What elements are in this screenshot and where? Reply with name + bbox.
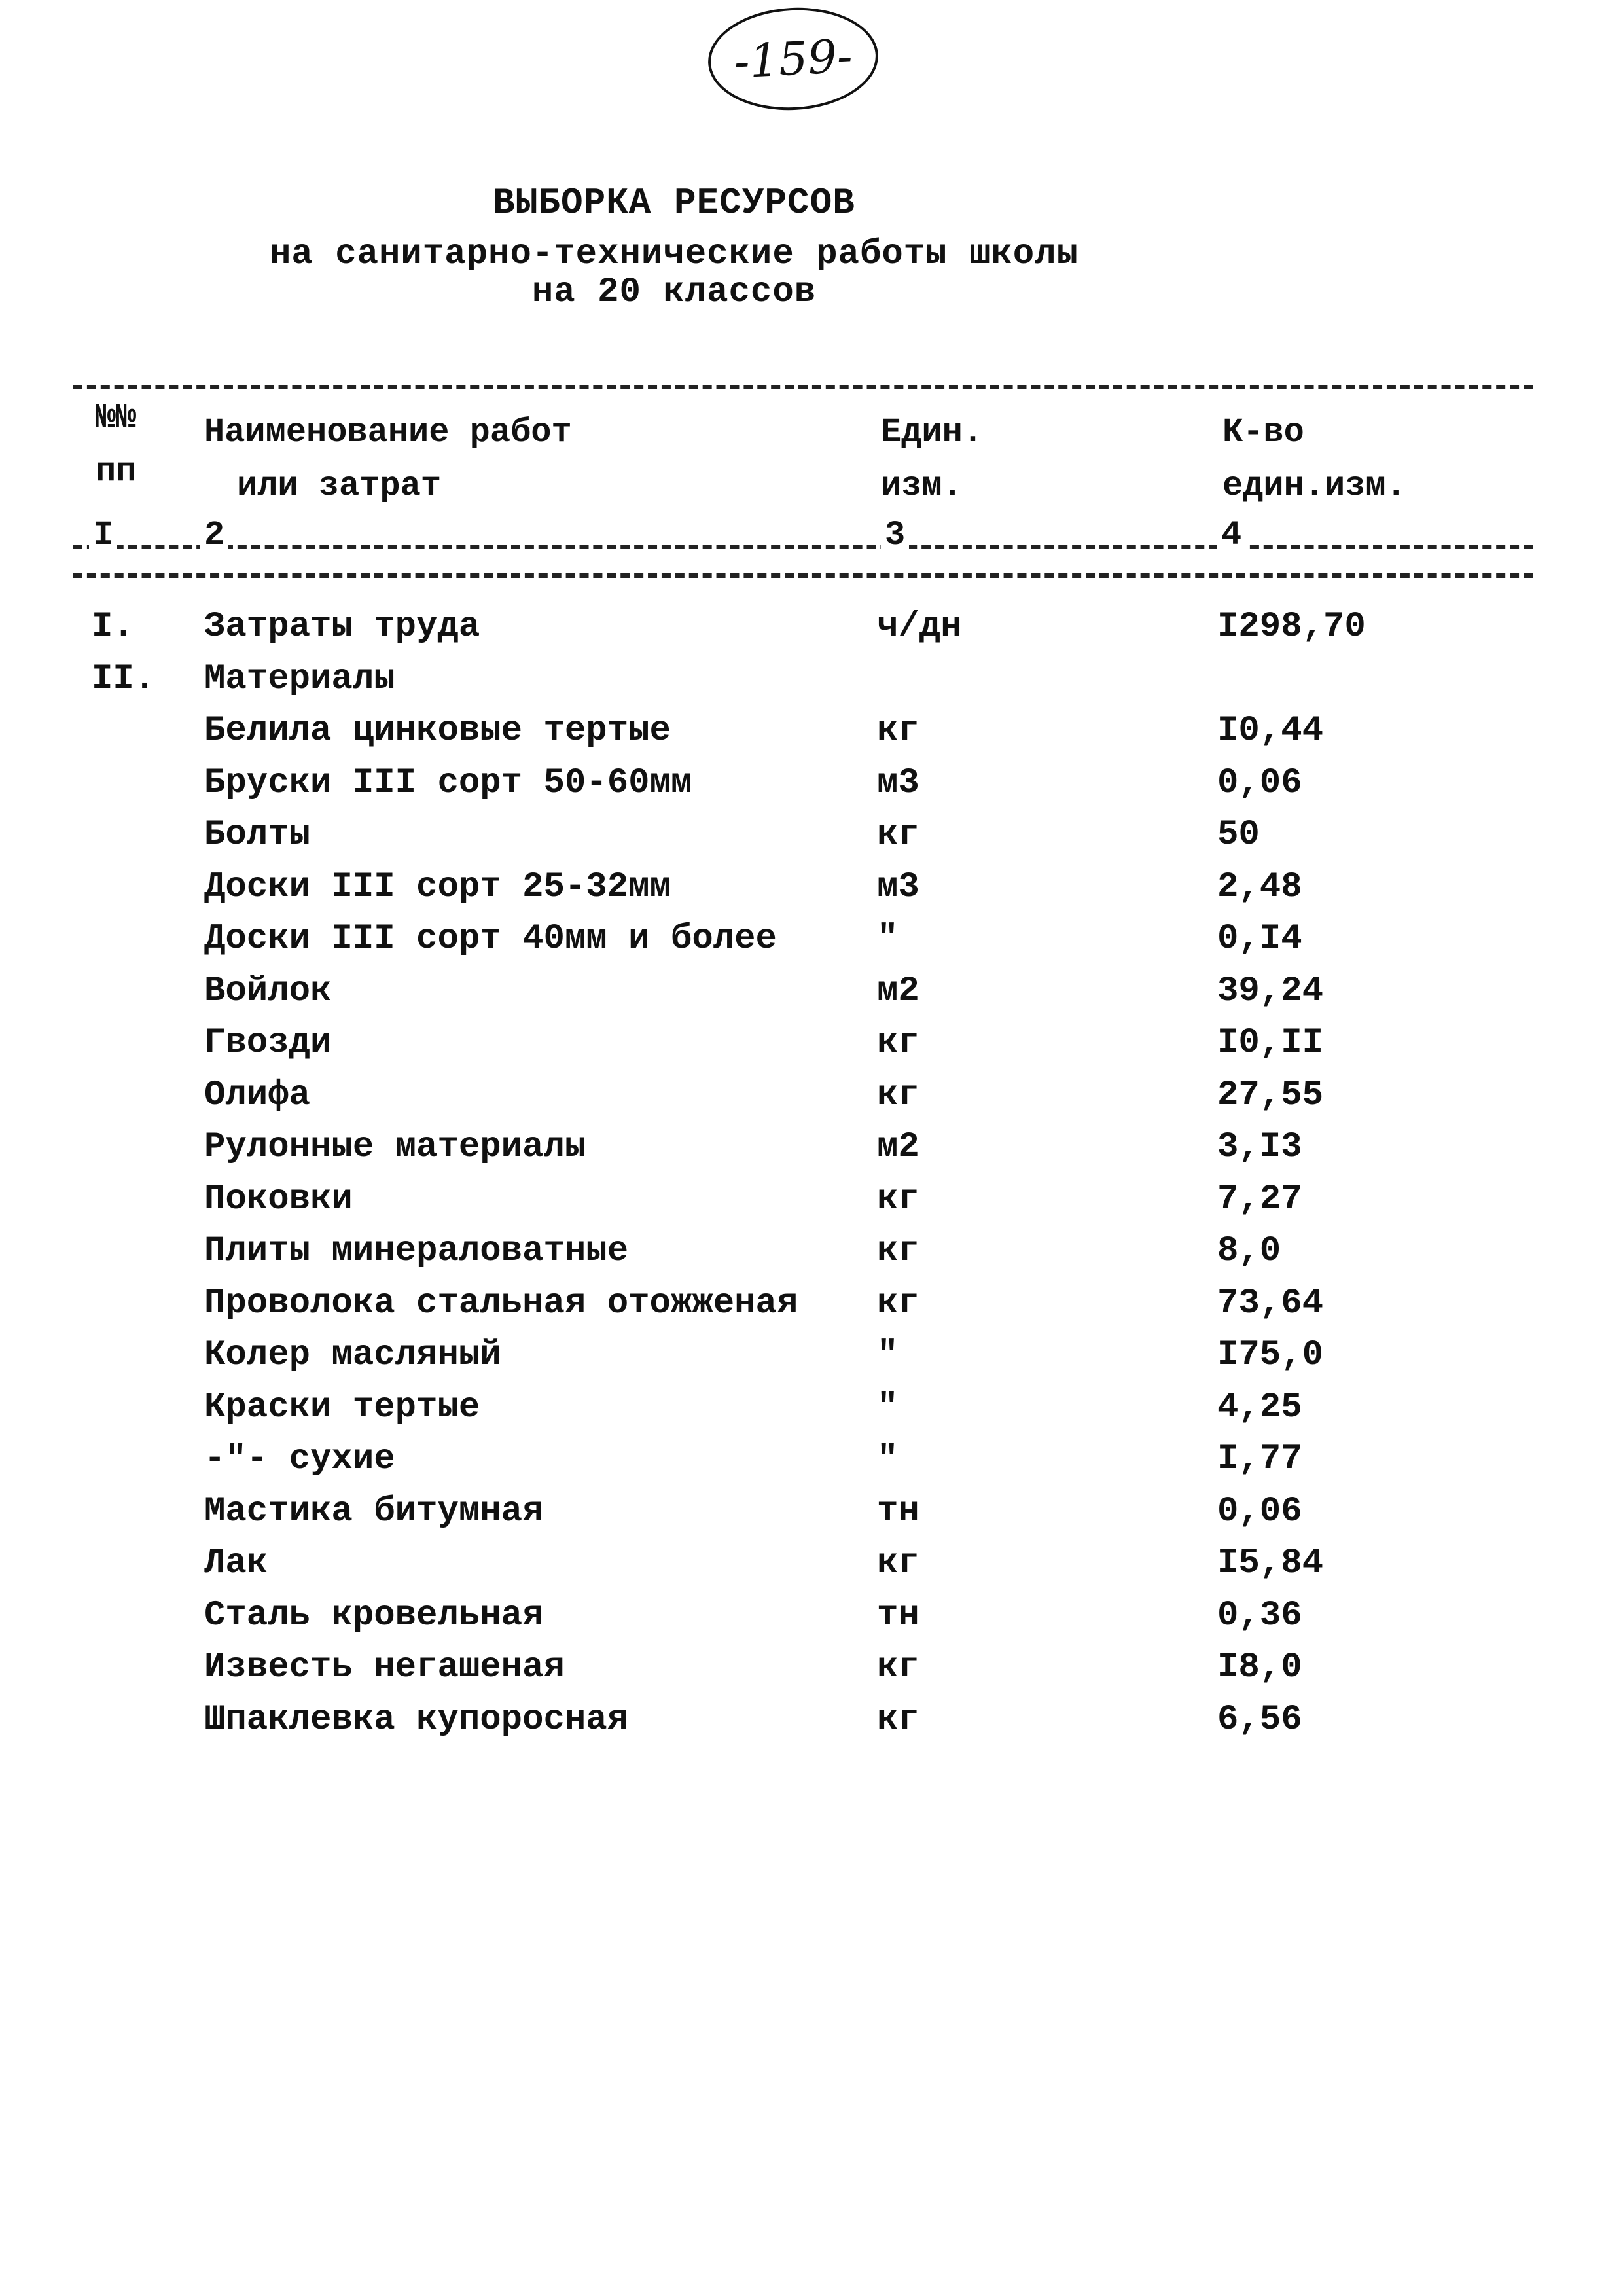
table-row	[0, 1433, 1623, 1486]
row-number: I.	[92, 607, 134, 647]
row-quantity: I0,II	[1217, 1023, 1324, 1063]
row-unit: кг	[877, 711, 919, 751]
row-name: -"- сухие	[204, 1439, 395, 1479]
header-name-line1: Наименование работ	[204, 413, 572, 452]
row-unit: "	[877, 1388, 899, 1427]
table-row	[0, 1069, 1623, 1122]
row-quantity: 27,55	[1217, 1075, 1324, 1115]
table-row	[0, 913, 1623, 965]
header-num-line2: пп	[96, 452, 137, 491]
row-name: Олифа	[204, 1075, 311, 1115]
row-quantity: 6,56	[1217, 1700, 1302, 1740]
table-row	[0, 1278, 1623, 1330]
row-unit: кг	[877, 1647, 919, 1687]
row-name: Белила цинковые тертые	[204, 711, 671, 751]
row-name: Колер масляный	[204, 1335, 501, 1375]
row-name: Затраты труда	[204, 607, 480, 647]
row-unit: ч/дн	[877, 607, 962, 647]
row-quantity: 39,24	[1217, 971, 1324, 1011]
row-unit: тн	[877, 1492, 919, 1532]
table-row	[0, 1537, 1623, 1590]
table-row	[0, 1486, 1623, 1538]
column-number-4: 4	[1217, 516, 1245, 554]
row-name: Материалы	[204, 659, 395, 699]
row-name: Доски III сорт 40мм и более	[204, 919, 777, 959]
column-number-3: 3	[881, 516, 909, 554]
table-row	[0, 1590, 1623, 1642]
row-unit: "	[877, 919, 899, 959]
table-row	[0, 1382, 1623, 1434]
table-row	[0, 1329, 1623, 1382]
row-quantity: 3,I3	[1217, 1127, 1302, 1167]
row-unit: кг	[877, 1179, 919, 1219]
row-name: Болты	[204, 815, 311, 855]
row-quantity: 2,48	[1217, 867, 1302, 907]
table-row	[0, 705, 1623, 757]
row-quantity: I,77	[1217, 1439, 1302, 1479]
row-unit: м2	[877, 971, 919, 1011]
header-name-line2: или затрат	[237, 467, 442, 505]
table-row	[0, 601, 1623, 653]
row-name: Рулонные материалы	[204, 1127, 586, 1167]
document-title: ВЫБОРКА РЕСУРСОВ	[493, 182, 855, 224]
row-unit: "	[877, 1439, 899, 1479]
row-quantity: 4,25	[1217, 1388, 1302, 1427]
document-subtitle: на санитарно-технические работы школы	[270, 234, 1079, 274]
row-quantity: 0,I4	[1217, 919, 1302, 959]
row-name: Гвозди	[204, 1023, 332, 1063]
row-name: Проволока стальная отожженая	[204, 1283, 798, 1323]
row-unit: кг	[877, 1075, 919, 1115]
table-row	[0, 1641, 1623, 1694]
table-row	[0, 1174, 1623, 1226]
column-number-2: 2	[200, 516, 228, 554]
row-unit: м2	[877, 1127, 919, 1167]
row-name: Войлок	[204, 971, 332, 1011]
row-unit: кг	[877, 1700, 919, 1740]
row-unit: "	[877, 1335, 899, 1375]
row-name: Поковки	[204, 1179, 353, 1219]
row-unit: кг	[877, 1231, 919, 1271]
header-qty-line2: един.изм.	[1222, 467, 1406, 505]
row-quantity: I5,84	[1217, 1543, 1324, 1583]
header-unit	[881, 406, 983, 513]
table-row	[0, 653, 1623, 706]
header-name	[204, 406, 572, 513]
row-name: Известь негашеная	[204, 1647, 565, 1687]
row-unit: кг	[877, 1023, 919, 1063]
header-qty	[1222, 406, 1406, 513]
table-row	[0, 965, 1623, 1018]
table-row	[0, 1225, 1623, 1278]
row-name: Доски III сорт 25-32мм	[204, 867, 671, 907]
row-quantity: I75,0	[1217, 1335, 1324, 1375]
table-row	[0, 1121, 1623, 1174]
row-name: Лак	[204, 1543, 268, 1583]
header-unit-line2: изм.	[881, 467, 963, 505]
row-quantity: 0,06	[1217, 763, 1302, 803]
table-row	[0, 1694, 1623, 1746]
row-unit: тн	[877, 1596, 919, 1636]
header-num	[96, 391, 136, 499]
table-row	[0, 809, 1623, 861]
page-number-stamp: -159-	[705, 3, 881, 114]
row-quantity: 0,06	[1217, 1492, 1302, 1532]
row-quantity: 7,27	[1217, 1179, 1302, 1219]
table-header-bottom-rule	[73, 573, 1533, 578]
document-subtitle-2: на 20 классов	[531, 272, 817, 312]
table-row	[0, 861, 1623, 914]
header-num-line1: №№	[96, 399, 137, 437]
row-quantity: I8,0	[1217, 1647, 1302, 1687]
column-number-rule	[73, 545, 1533, 549]
row-quantity: I298,70	[1217, 607, 1366, 647]
row-quantity: I0,44	[1217, 711, 1324, 751]
row-quantity: 0,36	[1217, 1596, 1302, 1636]
row-name: Шпаклевка купоросная	[204, 1700, 629, 1740]
row-name: Бруски III сорт 50-60мм	[204, 763, 692, 803]
row-quantity: 8,0	[1217, 1231, 1281, 1271]
row-unit: кг	[877, 1283, 919, 1323]
row-name: Мастика битумная	[204, 1492, 544, 1532]
row-unit: кг	[877, 815, 919, 855]
table-row	[0, 757, 1623, 810]
header-unit-line1: Един.	[881, 413, 984, 452]
row-name: Сталь кровельная	[204, 1596, 544, 1636]
row-unit: кг	[877, 1543, 919, 1583]
row-name: Краски тертые	[204, 1388, 480, 1427]
row-name: Плиты минераловатные	[204, 1231, 629, 1271]
header-qty-line1: К-во	[1222, 413, 1304, 452]
row-number: II.	[92, 659, 156, 699]
column-number-1: I	[89, 516, 117, 554]
row-unit: м3	[877, 867, 919, 907]
row-quantity: 73,64	[1217, 1283, 1324, 1323]
row-quantity: 50	[1217, 815, 1260, 855]
table-row	[0, 1017, 1623, 1069]
table-top-rule	[73, 385, 1533, 389]
row-unit: м3	[877, 763, 919, 803]
